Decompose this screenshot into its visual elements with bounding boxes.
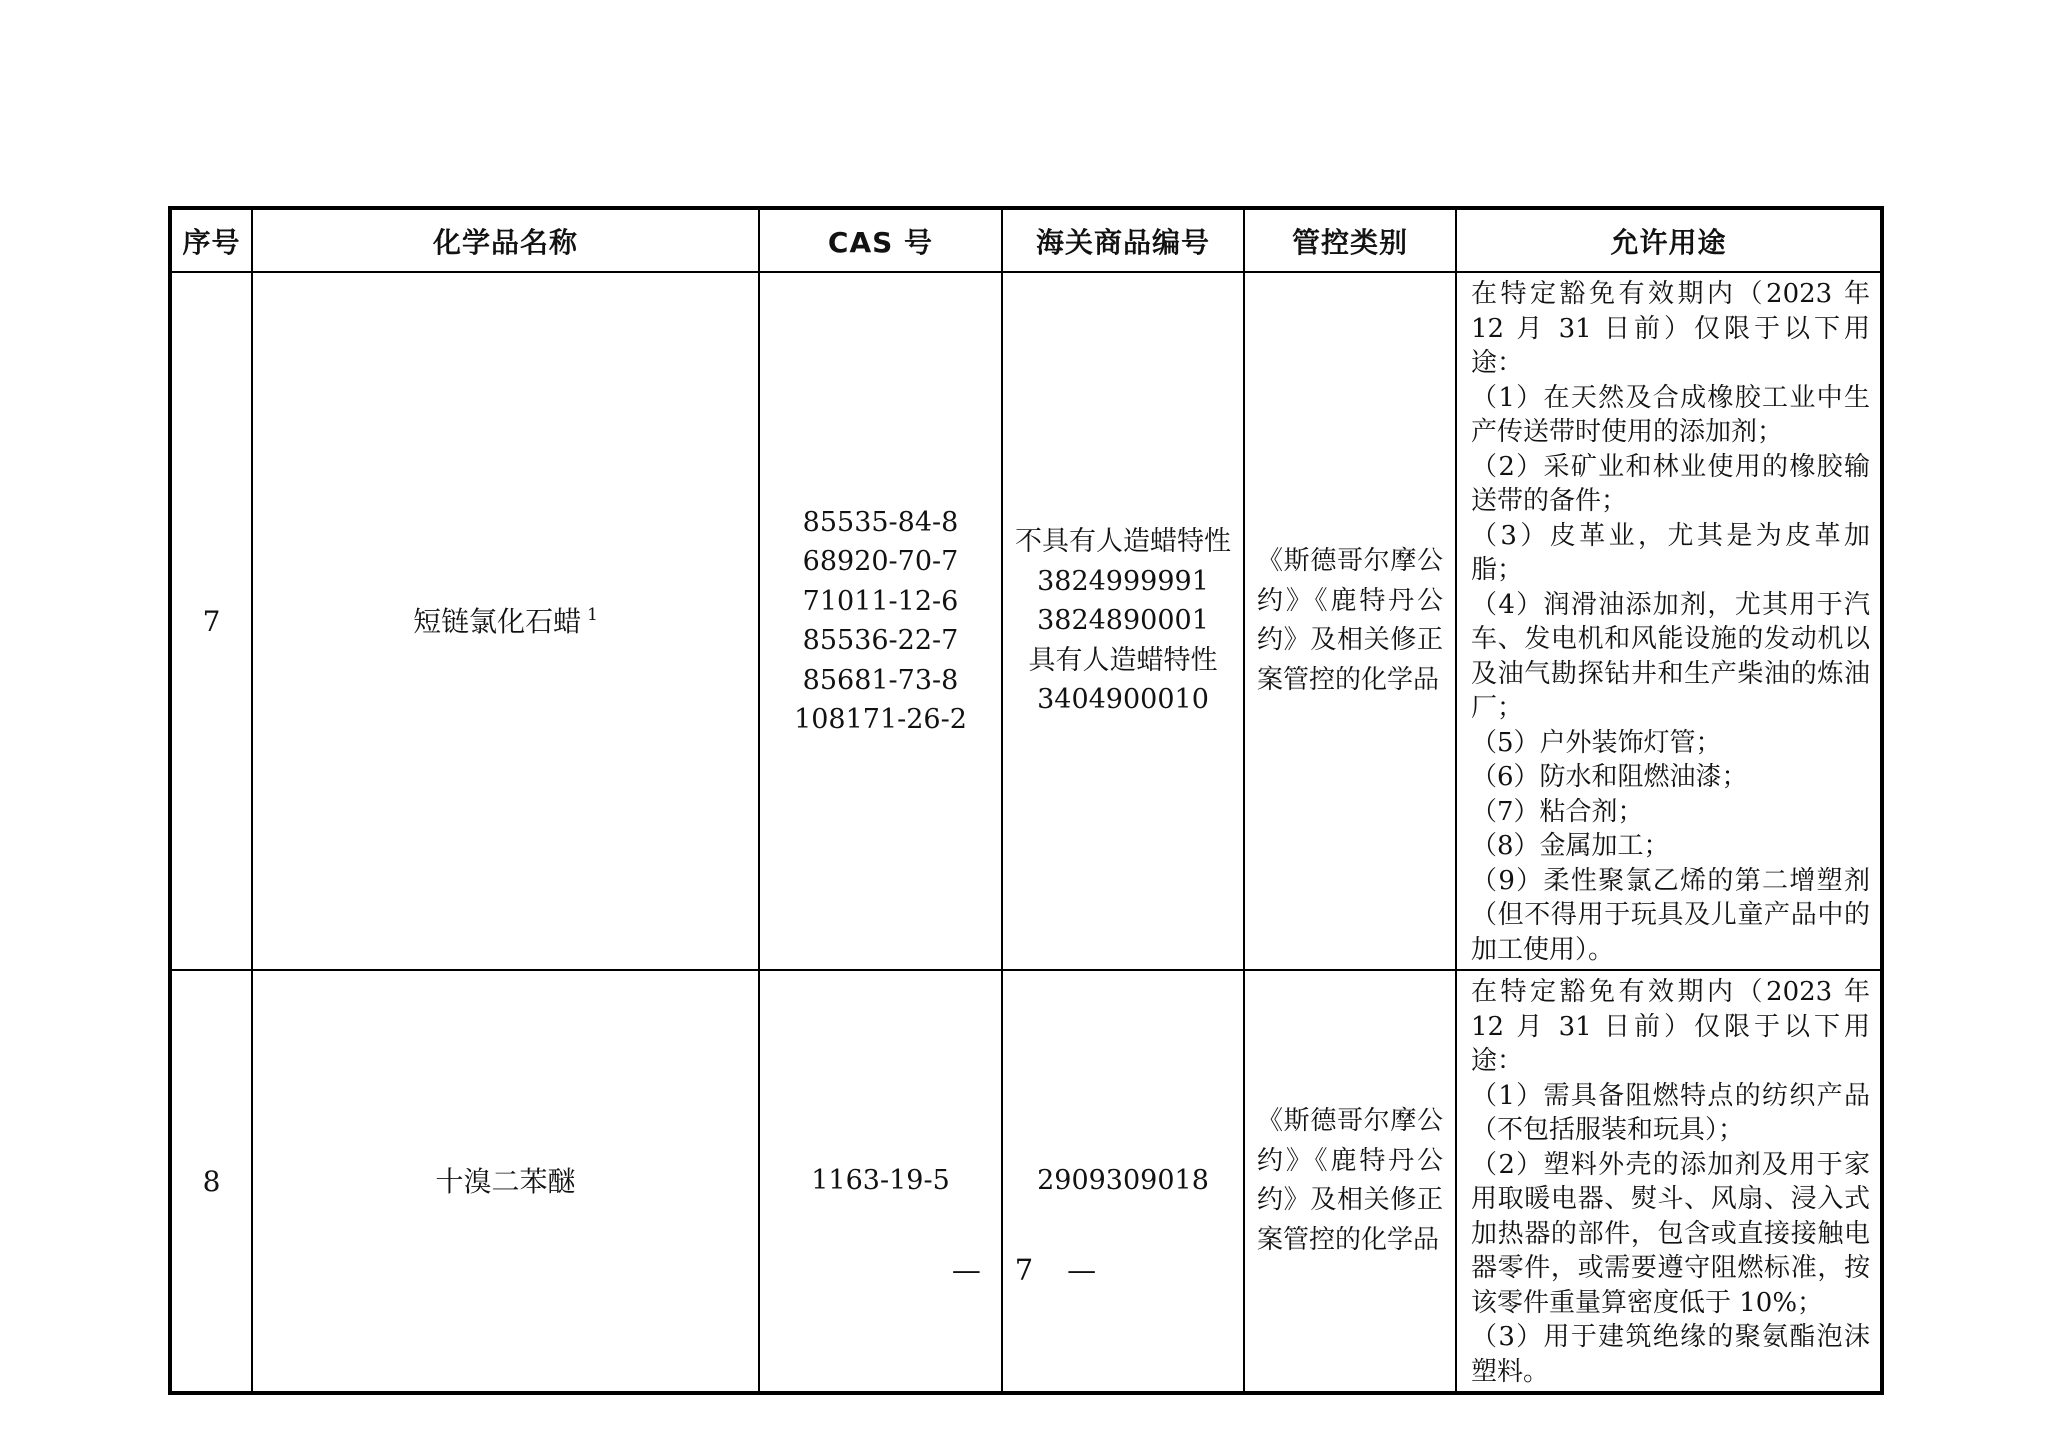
- cas-numbers-cell: [759, 272, 1002, 970]
- customs-code-line: 具有人造蜡特性: [1028, 644, 1218, 676]
- customs-code-line: 2909309018: [1037, 1165, 1209, 1197]
- permitted-use-paragraph: 在特定豁免有效期内（2023 年 12 月 31 日前）仅限于以下用途：: [1471, 977, 1870, 1076]
- cas-number-line: 1163-19-5: [811, 1165, 950, 1197]
- table-body: [170, 272, 1882, 1393]
- table-row: [170, 970, 1882, 1393]
- customs-codes-cell: [1002, 272, 1244, 970]
- permitted-use-paragraph: （3）用于建筑绝缘的聚氨酯泡沫塑料。: [1471, 1322, 1870, 1387]
- permitted-use-paragraph: （1）需具备阻燃特点的纺织产品（不包括服装和玩具）；: [1471, 1080, 1870, 1145]
- header-cell-permitted-uses: 允许用途: [1456, 208, 1882, 272]
- cas-number-line: 68920-70-7: [802, 546, 959, 577]
- control-category-text: 《斯德哥尔摩公约》《鹿特丹公约》及相关修正案管控的化学品: [1257, 546, 1443, 695]
- header-cell-index: 序号: [170, 208, 252, 272]
- chemical-name-cell: [252, 970, 759, 1393]
- chemical-name-cell: [252, 272, 759, 970]
- chemicals-table: [168, 206, 1884, 1395]
- page-number: — 7 —: [951, 1253, 1097, 1287]
- permitted-uses-cell: [1456, 970, 1882, 1393]
- permitted-use-paragraph: （4）润滑油添加剂，尤其用于汽车、发电机和风能设施的发动机以及油气勘探钻井和生产柴油的炼油厂；: [1471, 589, 1870, 723]
- customs-code-line: 3404900010: [1037, 684, 1209, 716]
- cas-numbers-cell: [759, 970, 1002, 1393]
- control-category-cell: [1244, 970, 1456, 1393]
- permitted-use-paragraph: （9）柔性聚氯乙烯的第二增塑剂（但不得用于玩具及儿童产品中的加工使用）。: [1471, 865, 1870, 965]
- cas-number-line: 85681-73-8: [802, 664, 959, 696]
- permitted-use-paragraph: （6）防水和阻燃油漆；: [1471, 762, 1748, 792]
- permitted-use-paragraph: （7）粘合剂；: [1471, 796, 1644, 827]
- header-cell-cas-number: CAS 号: [759, 208, 1002, 272]
- permitted-use-paragraph: （2）塑料外壳的添加剂及用于家用取暖电器、熨斗、风扇、浸入式加热器的部件，包含或直接接触电器零件，或需要遵守阻燃标准，按该零件重量算密度低于 10%；: [1471, 1149, 1870, 1318]
- customs-codes-cell: [1002, 970, 1244, 1393]
- permitted-use-paragraph: （8）金属加工；: [1471, 831, 1670, 861]
- header-cell-control-category: 管控类别: [1244, 208, 1456, 272]
- header-cell-chemical-name: 化学品名称: [252, 208, 759, 272]
- permitted-use-paragraph: （5）户外装饰灯管；: [1471, 727, 1722, 758]
- customs-code-line: 3824999991: [1037, 565, 1209, 597]
- cas-number-line: 108171-26-2: [794, 704, 967, 735]
- chemical-name: 十溴二苯醚: [435, 1164, 576, 1198]
- chemical-name: 短链氯化石蜡: [413, 604, 582, 638]
- control-category-text: 《斯德哥尔摩公约》《鹿特丹公约》及相关修正案管控的化学品: [1257, 1106, 1443, 1255]
- permitted-use-paragraph: （1）在天然及合成橡胶工业中生产传送带时使用的添加剂；: [1471, 382, 1870, 447]
- cas-number-line: 85536-22-7: [802, 625, 959, 656]
- table-header: [170, 208, 1882, 272]
- row-index-cell: 7: [170, 272, 252, 970]
- cas-number-line: 85535-84-8: [802, 506, 959, 538]
- row-index-cell: 8: [170, 970, 252, 1393]
- permitted-use-paragraph: （3）皮革业，尤其是为皮革加脂；: [1471, 520, 1870, 585]
- permitted-use-paragraph: 在特定豁免有效期内（2023 年 12 月 31 日前）仅限于以下用途：: [1471, 279, 1870, 378]
- customs-code-line: 3824890001: [1037, 605, 1209, 637]
- table-header-row: [170, 208, 1882, 272]
- customs-code-line: 不具有人造蜡特性: [1015, 526, 1231, 558]
- permitted-uses-cell: [1456, 272, 1882, 970]
- table-row: [170, 272, 1882, 970]
- control-category-cell: [1244, 272, 1456, 970]
- header-cell-customs-code: 海关商品编号: [1002, 208, 1244, 272]
- cas-number-line: 71011-12-6: [802, 585, 959, 617]
- footnote-marker: 1: [587, 605, 598, 626]
- permitted-use-paragraph: （2）采矿业和林业使用的橡胶输送带的备件；: [1471, 451, 1870, 516]
